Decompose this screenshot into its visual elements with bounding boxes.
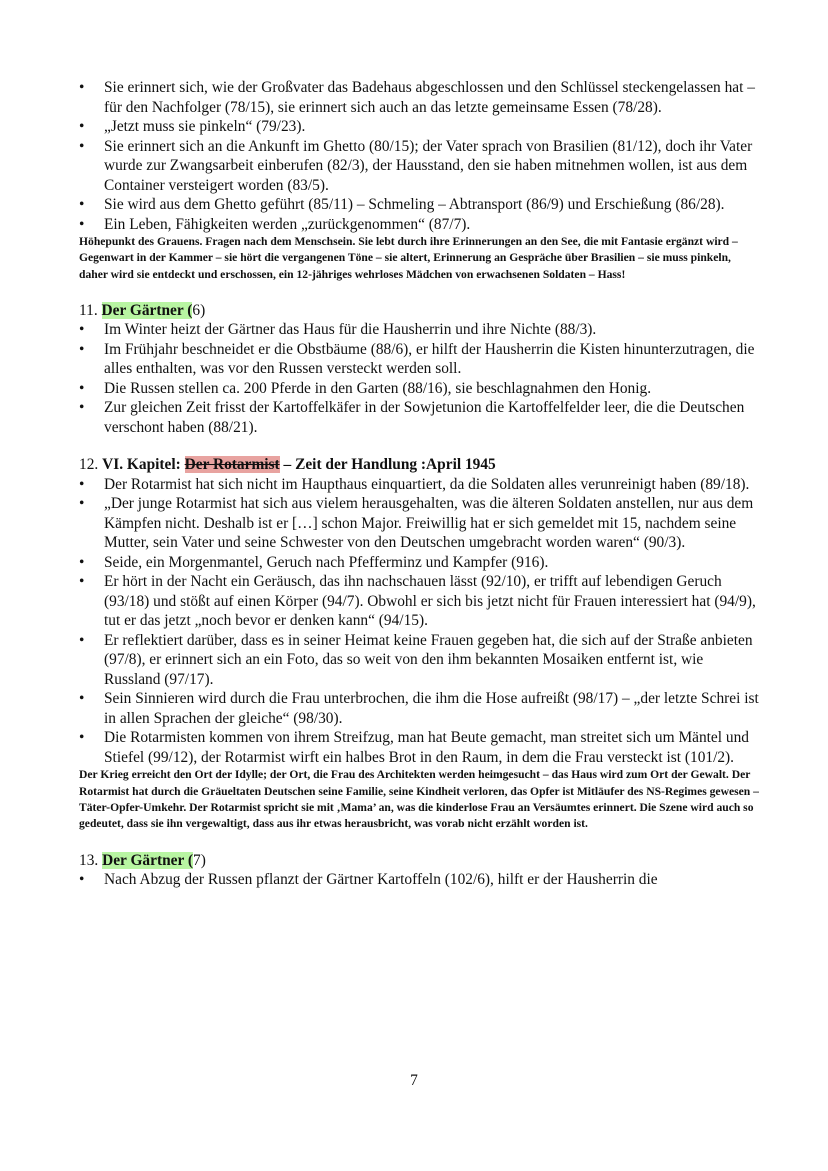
list-item: • Im Winter heizt der Gärtner das Haus für die Hausherrin und ihre Nichte (88/3). bbox=[79, 320, 759, 340]
chapter-label: VI. Kapitel: bbox=[102, 456, 181, 474]
section-title-suffix: 7) bbox=[193, 851, 206, 869]
list-item: • Die Russen stellen ca. 200 Pferde in den Garten (88/16), sie beschlagnahmen den Honig. bbox=[79, 379, 759, 399]
spacer bbox=[79, 283, 759, 301]
bullet-list-section13 bbox=[79, 870, 759, 890]
list-item: • Seide, ein Morgenmantel, Geruch nach Pfefferminz und Kampfer (916). bbox=[79, 553, 759, 573]
list-item: • Sie wird aus dem Ghetto geführt (85/11) – Schmeling – Abtransport (86/9) und Erschießung (86/28). bbox=[79, 195, 759, 215]
spacer bbox=[79, 833, 759, 851]
section-number: 13. bbox=[79, 851, 99, 869]
list-item: • Sein Sinnieren wird durch die Frau unterbrochen, die ihm die Hose aufreißt (98/17) – „der letzte Schrei ist in allen Sprachen der gleiche“ (98/30). bbox=[79, 689, 759, 728]
section-title-struck: Der Rotarmist bbox=[184, 456, 280, 474]
list-item: • Sie erinnert sich an die Ankunft im Ghetto (80/15); der Vater sprach von Brasilien (81/12), doch ihr Vater wurde zur Zwangsarbeit einberufen (82/3), der Hausstand, den sie haben mitnehmen wollen, ist aus dem Container versteigert worden (83/5). bbox=[79, 137, 759, 196]
spacer bbox=[79, 437, 759, 455]
list-item: • Sie erinnert sich, wie der Großvater das Badehaus abgeschlossen und den Schlüssel steckengelassen hat – für den Nachfolger (78/15), sie erinnert sich auch an das letzte gemeinsame Essen (78/28). bbox=[79, 78, 759, 117]
page-number: 7 bbox=[410, 1072, 418, 1089]
bullet-list-block1 bbox=[79, 78, 759, 234]
summary-block1: Höhepunkt des Grauens. Fragen nach dem Menschsein. Sie lebt durch ihre Erinnerungen an den See, die mit Fantasie ergänzt wird – Gegenwart in der Kammer – sie hört die vergangenen Töne – sie altert, Erinnerung an Gespräche über Brasilien – sie muss pinkeln, daher wird sie entdeckt und erschossen, ein 12-jähriges wehrloses Mädchen von erwachsenen Soldaten – Hass! bbox=[79, 235, 738, 281]
section-13-heading bbox=[79, 851, 759, 871]
section-title-rest: – Zeit der Handlung :April 1945 bbox=[283, 456, 496, 474]
section-number: 11. bbox=[79, 301, 98, 319]
list-item: • Nach Abzug der Russen pflanzt der Gärtner Kartoffeln (102/6), hilft er der Hausherrin die bbox=[79, 870, 759, 890]
list-item: • Er hört in der Nacht ein Geräusch, das ihn nachschauen lässt (92/10), er trifft auf lebendigen Geruch (93/18) und stößt auf einen Körper (94/7). Obwohl er sich bis jetzt nicht für Frauen interessiert hat (94/9), tut er das jetzt „noch bevor er denken kann“ (94/15). bbox=[79, 572, 759, 631]
page-content bbox=[79, 78, 759, 890]
section-12-heading bbox=[79, 455, 759, 475]
section-title-highlighted: Der Gärtner ( bbox=[102, 851, 193, 869]
bullet-list-section11 bbox=[79, 320, 759, 437]
list-item: • Im Frühjahr beschneidet er die Obstbäume (88/6), er hilft der Hausherrin die Kisten hinunterzutragen, die alles enthalten, was vor den Russen versteckt werden soll. bbox=[79, 340, 759, 379]
list-item: • „Jetzt muss sie pinkeln“ (79/23). bbox=[79, 117, 759, 137]
summary-section12: Der Krieg erreicht den Ort der Idylle; der Ort, die Frau des Architekten werden heimgesucht – das Haus wird zum Ort der Gewalt. Der Rotarmist hat durch die Gräueltaten Deutschen seine Familie, seine Kindheit verloren, das Opfer ist Mitläufer des NS-Regimes gewesen – Täter-Opfer-Umkehr. Der Rotarmist spricht sie mit ‚Mama’ an, was die kinderlose Frau an Versäumtes erinnert. Die Szene wird auch so gedeutet, dass sie ihn vergewaltigt, dass aus ihr etwas herausbricht, was vorab nicht erzählt worden ist. bbox=[79, 768, 759, 831]
list-item: • Ein Leben, Fähigkeiten werden „zurückgenommen“ (87/7). bbox=[79, 215, 759, 235]
list-item: • Der Rotarmist hat sich nicht im Haupthaus einquartiert, da die Soldaten alles verunreinigt haben (89/18). bbox=[79, 475, 759, 495]
list-item: • Zur gleichen Zeit frisst der Kartoffelkäfer in der Sowjetunion die Kartoffelfelder leer, die die Deutschen verschont haben (88/21). bbox=[79, 398, 759, 437]
bullet-list-section12 bbox=[79, 475, 759, 768]
list-item: • Er reflektiert darüber, dass es in seiner Heimat keine Frauen gegeben hat, die sich auf der Straße anbieten (97/8), er erinnert sich an ein Foto, das so weit von den ihm bekannten Mosaiken entfernt ist, wie Russland (97/17). bbox=[79, 631, 759, 690]
section-11-heading bbox=[79, 301, 759, 321]
list-item: • „Der junge Rotarmist hat sich aus vielem herausgehalten, was die älteren Soldaten anstellen, nur aus dem Kämpfen nicht. Deshalb ist er […] schon Major. Freiwillig hat er sich gemeldet mit 15, nachdem seine Mutter, sein Vater und seine Schwester von den Deutschen umgebracht worden waren“ (90/3). bbox=[79, 494, 759, 553]
section-title-highlighted: Der Gärtner ( bbox=[101, 301, 193, 319]
list-item: • Die Rotarmisten kommen von ihrem Streifzug, man hat Beute gemacht, man streitet sich um Mäntel und Stiefel (99/12), der Rotarmist wirft ein halbes Brot in den Raum, in dem die Frau versteckt ist (101/2). bbox=[79, 728, 759, 767]
section-title-suffix: 6) bbox=[192, 301, 206, 319]
section-number: 12. bbox=[79, 456, 99, 474]
